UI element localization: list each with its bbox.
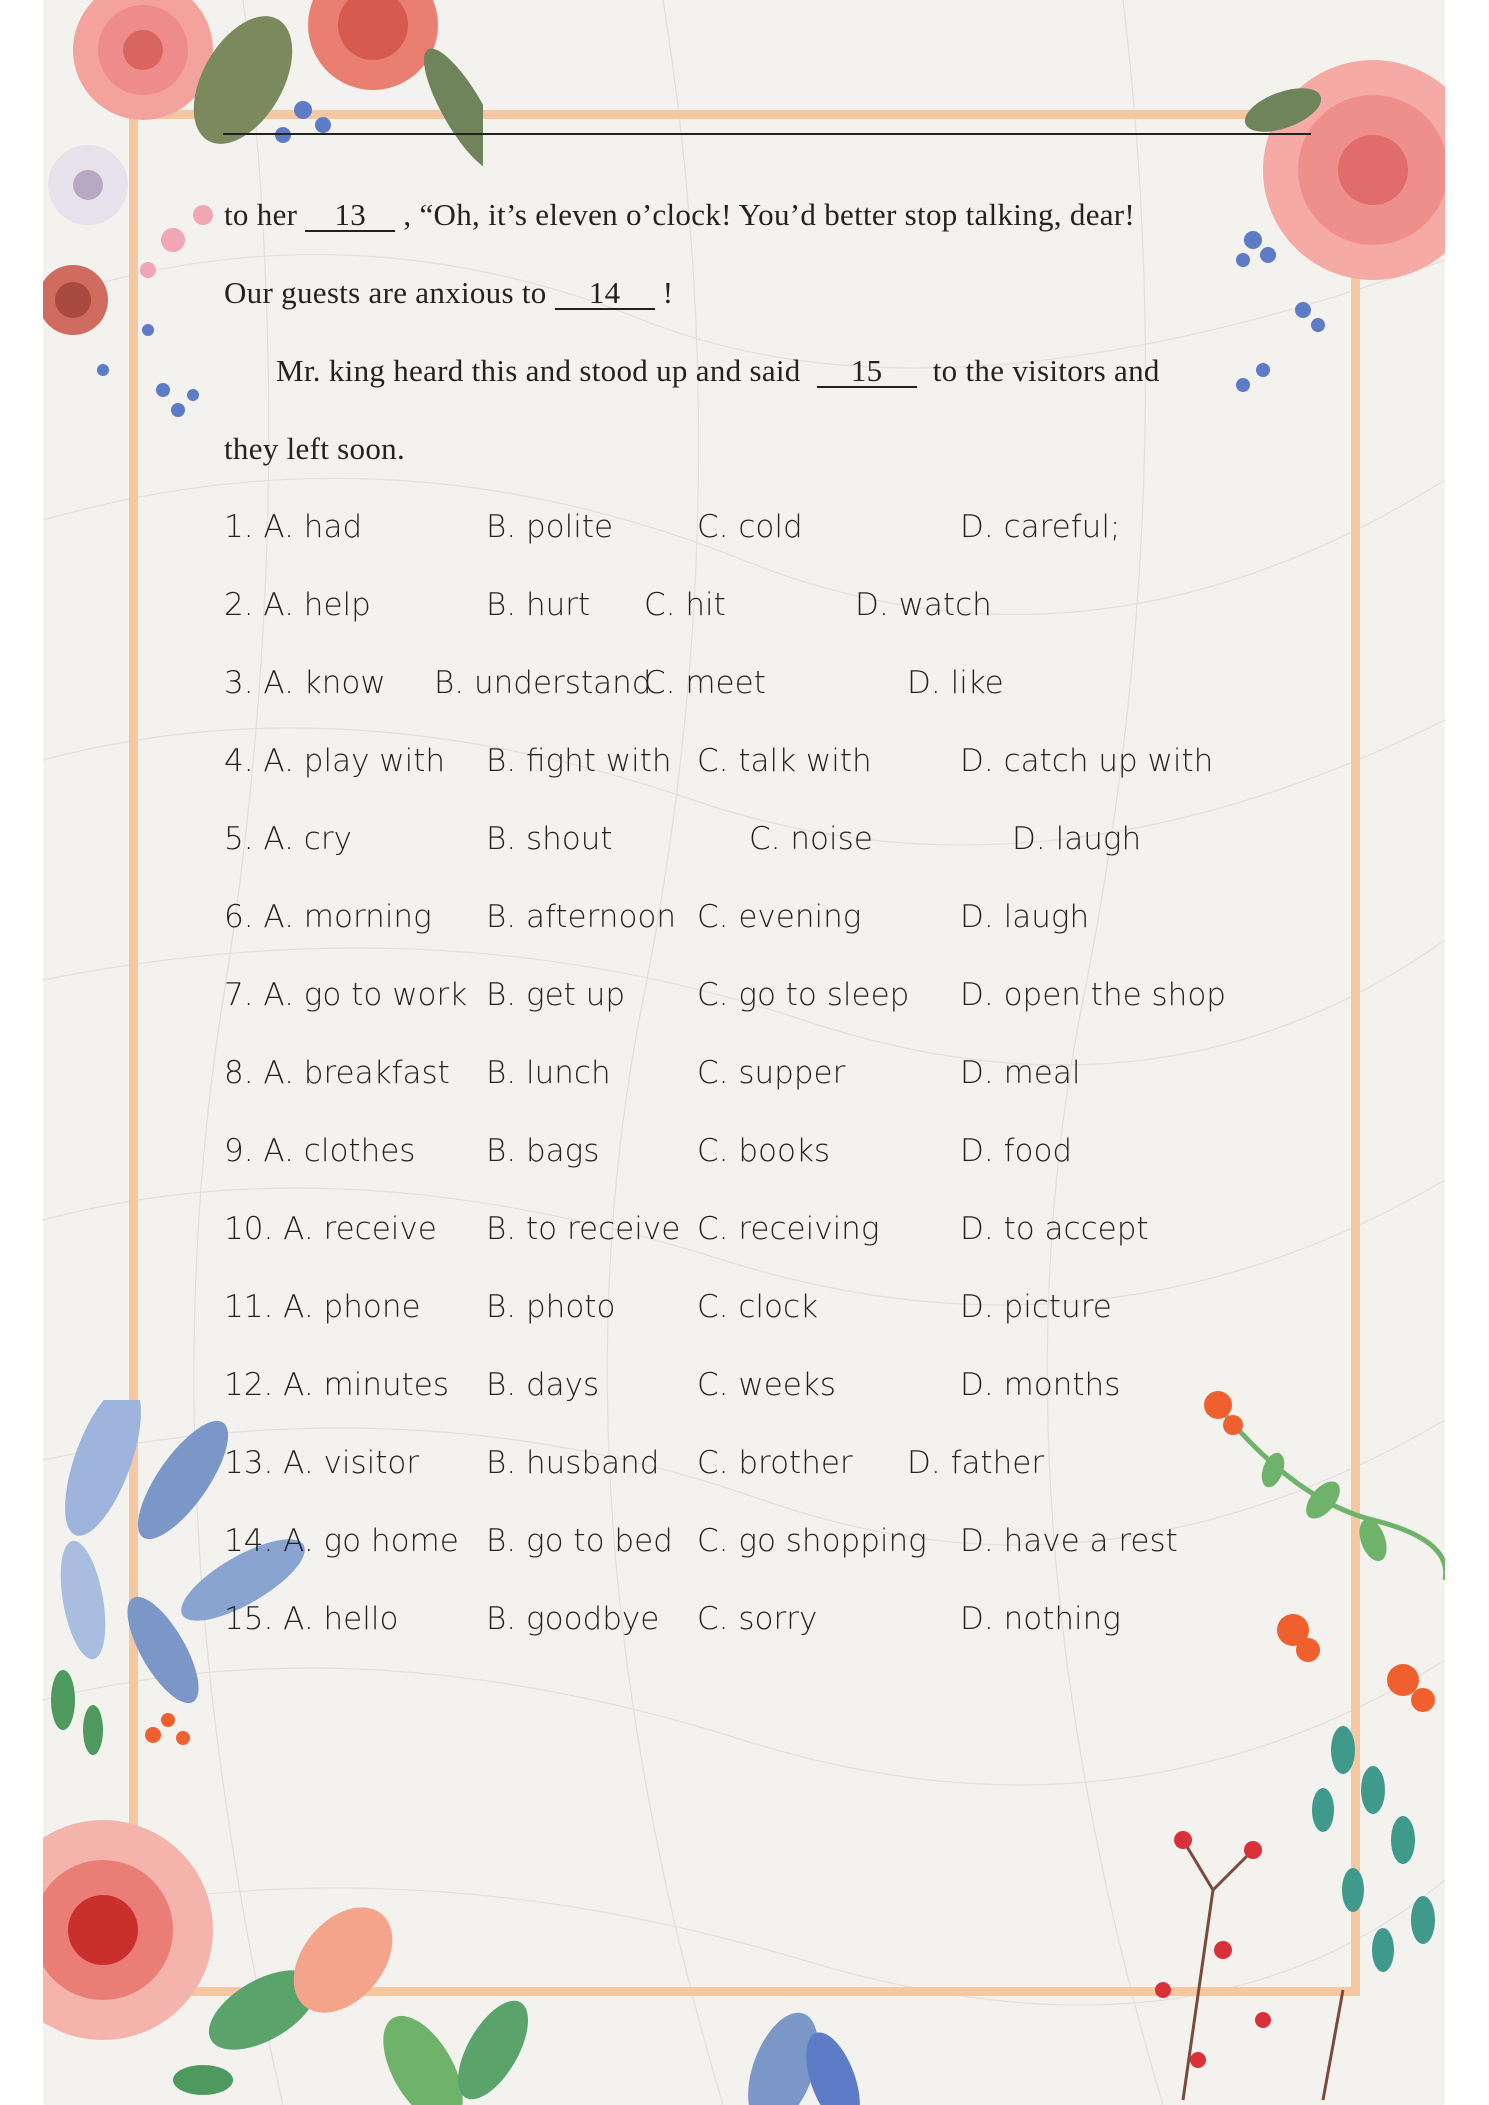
option-d: D. months [960,1367,1121,1403]
option-d: D. picture [960,1289,1112,1325]
option-b: B. afternoon [486,899,677,935]
passage-line-4: they left soon. [224,431,405,466]
option-a: 13. A. visitor [224,1445,420,1481]
passage-line-1 [224,197,1135,233]
option-c: C. cold [697,509,803,545]
worksheet-page [43,0,1445,2105]
option-b: B. husband [486,1445,660,1481]
option-a: 5. A. cry [224,821,352,857]
option-a: 4. A. play with [224,743,446,779]
option-a: 11. A. phone [224,1289,421,1325]
option-b: B. to receive [486,1211,681,1247]
passage-text: ! [662,275,674,310]
option-b: B. photo [486,1289,616,1325]
option-d: D. laugh [960,899,1090,935]
option-c: C. hit [644,587,726,623]
option-d: D. laugh [1012,821,1142,857]
option-c: C. books [697,1133,831,1169]
option-d: D. watch [855,587,992,623]
option-b: B. get up [486,977,626,1013]
option-d: D. careful; [960,509,1121,545]
option-b: B. goodbye [486,1601,660,1637]
passage-text: , “Oh, it’s eleven o’clock! You’d better stop talking, dear! [403,197,1136,232]
option-d: D. to accept [960,1211,1149,1247]
option-a: 14. A. go home [224,1523,459,1559]
option-c: C. supper [697,1055,846,1091]
blank-13: 13 [305,200,395,232]
passage-text: to the visitors and [932,353,1160,388]
option-b: B. fight with [486,743,672,779]
option-a: 10. A. receive [224,1211,437,1247]
option-a: 2. A. help [224,587,371,623]
blank-15: 15 [817,356,917,388]
option-d: D. catch up with [960,743,1214,779]
option-a: 1. A. had [224,509,363,545]
option-d: D. have a rest [960,1523,1178,1559]
bottom-left-rose-decoration [43,1780,403,2105]
option-c: C. clock [697,1289,818,1325]
option-b: B. days [486,1367,600,1403]
passage-line-2 [224,275,673,311]
bottom-leaves-decoration [363,1960,863,2105]
passage-text: Mr. king heard this and stood up and said [276,353,801,388]
top-rule [223,133,1311,135]
option-a: 9. A. clothes [224,1133,416,1169]
top-right-rose-decoration [1223,0,1445,480]
passage-line-3 [276,353,1160,389]
option-a: 6. A. morning [224,899,432,935]
bottom-right-berries-decoration [1123,1690,1445,2105]
option-c: C. receiving [697,1211,880,1247]
option-b: B. lunch [486,1055,611,1091]
option-d: D. meal [960,1055,1081,1091]
option-b: B. polite [486,509,614,545]
option-c: C. noise [749,821,873,857]
option-d: D. like [907,665,1004,701]
option-a: 7. A. go to work [224,977,468,1013]
option-d: D. food [960,1133,1073,1169]
option-a: 12. A. minutes [224,1367,450,1403]
option-d: D. open the shop [960,977,1226,1013]
option-c: C. brother [697,1445,853,1481]
option-c: C. meet [644,665,766,701]
option-b: B. shout [486,821,613,857]
option-d: D. father [907,1445,1045,1481]
option-c: C. sorry [697,1601,818,1637]
option-b: B. hurt [486,587,591,623]
option-c: C. talk with [697,743,872,779]
passage-text: to her [224,197,298,232]
option-c: C. weeks [697,1367,836,1403]
option-c: C. go shopping [697,1523,927,1559]
option-a: 3. A. know [224,665,386,701]
option-a: 8. A. breakfast [224,1055,450,1091]
blank-14: 14 [555,278,655,310]
option-b: B. go to bed [486,1523,673,1559]
option-a: 15. A. hello [224,1601,399,1637]
option-b: B. bags [486,1133,600,1169]
option-d: D. nothing [960,1601,1121,1637]
option-b: B. understand [434,665,652,701]
passage-text: Our guests are anxious to [224,275,547,310]
option-c: C. evening [697,899,862,935]
option-c: C. go to sleep [697,977,910,1013]
